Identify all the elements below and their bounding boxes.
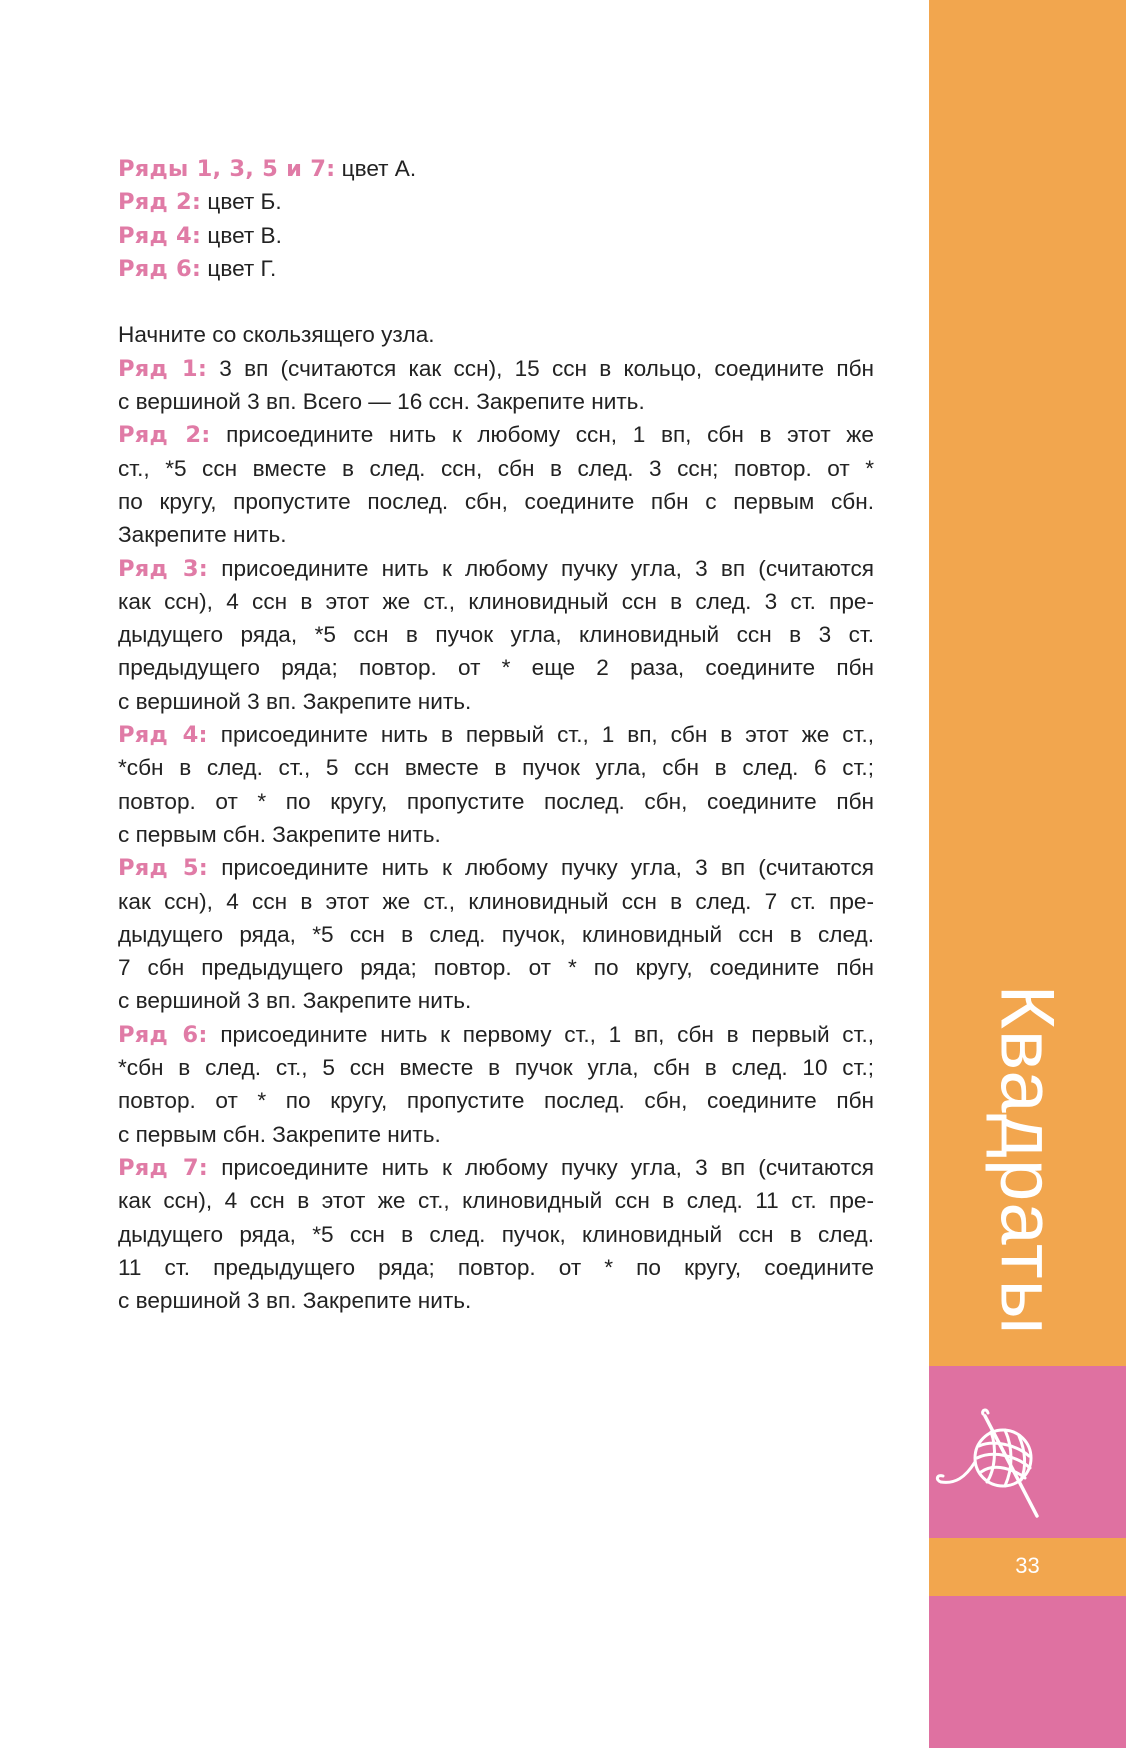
text-line: с вершиной 3 вп. Закрепите нить.: [118, 988, 472, 1014]
text-line: *сбн в след. ст., 5 ссн вместе в пучок угла, сбн в след. 10 ст.;: [118, 1055, 874, 1081]
text-line: 7 сбн предыдущего ряда; повтор. от * по кругу, соедините пбн: [118, 955, 874, 981]
color-text: цвет В.: [201, 222, 282, 248]
color-text: цвет Г.: [201, 255, 277, 281]
color-line: [118, 252, 874, 285]
text-line: Ряд 4: присоедините нить в первый ст., 1 вп, сбн в этот же ст.,: [118, 722, 874, 749]
text-line: повтор. от * по кругу, пропустите послед. сбн, соедините пбн: [118, 1088, 874, 1114]
row-label: Ряд 6:: [118, 1021, 208, 1048]
color-line: [118, 185, 874, 218]
color-text: цвет Б.: [201, 189, 282, 215]
text-line: дыдущего ряда, *5 ссн в след. пучок, клиновидный ссн в след.: [118, 921, 874, 947]
row-5-instructions: [118, 851, 874, 1017]
text-line: с вершиной 3 вп. Закрепите нить.: [118, 688, 472, 714]
row-label: Ряд 5:: [118, 855, 209, 882]
color-line: [118, 219, 874, 252]
text-line: ст., *5 ссн вместе в след. ссн, сбн в след. 3 ссн; повтор. от *: [118, 455, 874, 481]
row-label: Ряд 1:: [118, 355, 208, 382]
text-line: дыдущего ряда, *5 ссн в след. пучок, клиновидный ссн в след.: [118, 1221, 874, 1247]
row-label: Ряд 6:: [118, 255, 202, 282]
page-number: 33: [1015, 1553, 1040, 1578]
row-label: Ряды 1, 3, 5 и 7:: [118, 156, 336, 182]
text-line: как ссн), 4 ссн в этот же ст., клиновидный ссн в след. 7 ст. пре-: [118, 888, 874, 914]
text-line: 11 ст. предыдущего ряда; повтор. от * по кругу, соедините: [118, 1254, 874, 1280]
row-2-instructions: [118, 418, 874, 551]
text-line: с первым сбн. Закрепите нить.: [118, 1121, 441, 1147]
section-title: Квадраты: [984, 984, 1070, 1336]
text-line: предыдущего ряда; повтор. от * еще 2 раза, соедините пбн: [118, 655, 874, 681]
row-7-instructions: [118, 1151, 874, 1317]
color-line: [118, 152, 874, 185]
text-line: как ссн), 4 ссн в этот же ст., клиновидный ссн в след. 3 ст. пре-: [118, 588, 874, 614]
row-label: Ряд 2:: [118, 422, 211, 449]
row-3-instructions: [118, 552, 874, 718]
text-line: с первым сбн. Закрепите нить.: [118, 821, 441, 847]
text-line: Ряд 7: присоедините нить к любому пучку угла, 3 вп (считаются: [118, 1154, 874, 1181]
pattern-text: [118, 152, 874, 1317]
text-line: по кругу, пропустите послед. сбн, соедините пбн с первым сбн.: [118, 488, 874, 514]
row-label: Ряд 4:: [118, 722, 208, 749]
row-label: Ряд 2:: [118, 189, 202, 216]
color-text: цвет А.: [335, 156, 417, 181]
text-line: Ряд 3: присоедините нить к любому пучку угла, 3 вп (считаются: [118, 555, 874, 582]
text-line: *сбн в след. ст., 5 ссн вместе в пучок угла, сбн в след. 6 ст.;: [118, 755, 874, 781]
row-label: Ряд 4:: [118, 222, 202, 249]
text-line: повтор. от * по кругу, пропустите послед. сбн, соедините пбн: [118, 788, 874, 814]
text-line: с вершиной 3 вп. Всего — 16 ссн. Закрепите нить.: [118, 389, 645, 415]
intro-text: Начните со скользящего узла.: [118, 322, 435, 348]
row-label: Ряд 3:: [118, 555, 209, 582]
text-line: Ряд 5: присоедините нить к любому пучку угла, 3 вп (считаются: [118, 855, 874, 882]
sidebar-bottom-band: [929, 1596, 1126, 1748]
text-line: Ряд 6: присоедините нить к первому ст., 1 вп, сбн в первый ст.,: [118, 1021, 874, 1048]
color-assignments: [118, 152, 874, 285]
text-line: как ссн), 4 ссн в этот же ст., клиновидный ссн в след. 11 ст. пре-: [118, 1188, 874, 1214]
row-6-instructions: [118, 1018, 874, 1151]
text-line: Ряд 1: 3 вп (считаются как ссн), 15 ссн в кольцо, соедините пбн: [118, 355, 874, 382]
row-label: Ряд 7:: [118, 1154, 209, 1181]
text-line: с вершиной 3 вп. Закрепите нить.: [118, 1288, 472, 1314]
row-4-instructions: [118, 718, 874, 851]
text-line: Ряд 2: присоедините нить к любому ссн, 1 вп, сбн в этот же: [118, 422, 874, 449]
yarn-ball-crochet-hook-icon: [935, 1400, 1055, 1520]
text-line: дыдущего ряда, *5 ссн в пучок угла, клиновидный ссн в 3 ст.: [118, 622, 874, 648]
row-1-instructions: [118, 352, 874, 419]
text-line: Закрепите нить.: [118, 522, 287, 548]
